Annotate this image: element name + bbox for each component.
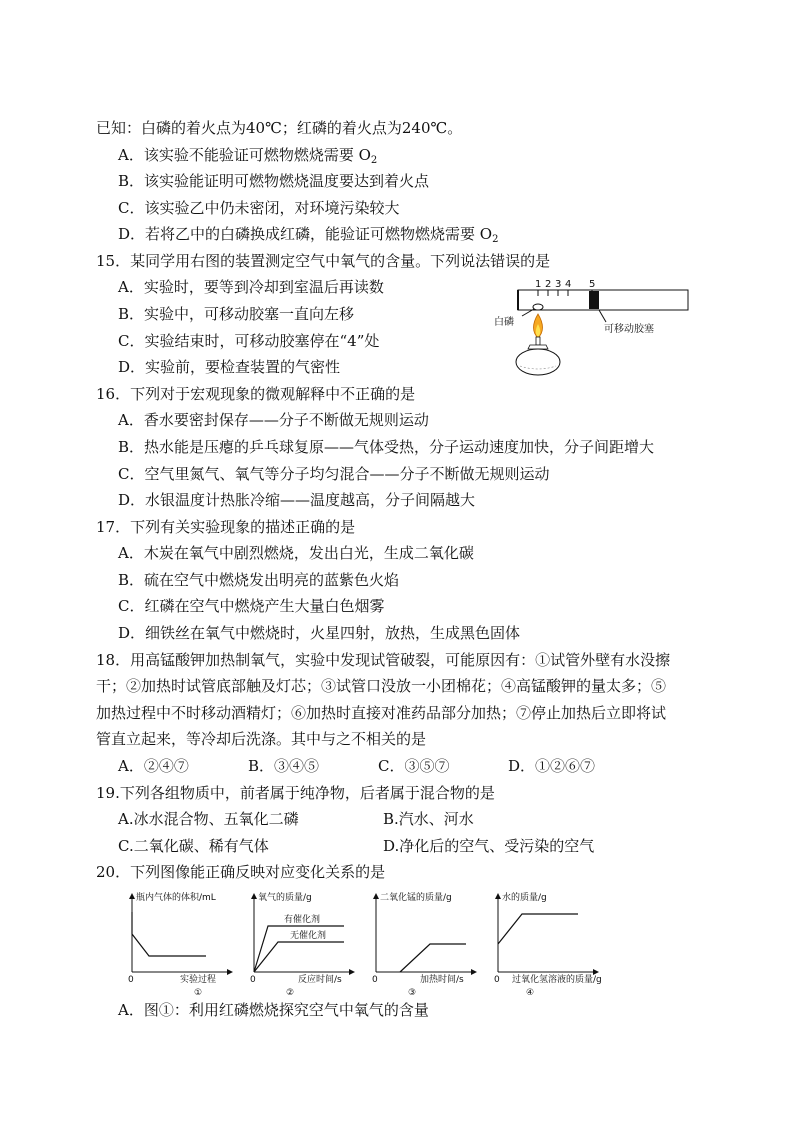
q15-option-d: D．实验前，要检查装置的气密性	[118, 358, 341, 376]
movable-stopper	[589, 291, 599, 309]
q19-option-b: B.汽水、河水	[383, 810, 474, 828]
q18-options-row	[118, 756, 595, 776]
q19-stem: 19.下列各组物质中，前者属于纯净物，后者属于混合物的是	[96, 784, 495, 802]
q19-option-c: C.二氧化碳、稀有气体	[118, 837, 269, 855]
q16-stem: 16．下列对于宏观现象的微观解释中不正确的是	[96, 385, 416, 403]
graph-1	[128, 891, 230, 998]
q17-stem: 17．下列有关实验现象的描述正确的是	[96, 518, 356, 536]
graph-2-xlabel: 反应时间/s	[298, 975, 342, 985]
q16-option-b: B．热水能是压瘪的乒乓球复原——气体受热，分子运动速度加快，分子间距增大	[118, 438, 655, 456]
graph-2-number: ②	[286, 988, 295, 998]
option-d	[118, 224, 498, 250]
q18-stem-line1: 18．用高锰酸钾加热制氧气，实验中发现试管破裂，可能原因有：①试管外壁有水没擦	[96, 651, 671, 669]
q19-option-a: A.冰水混合物、五氧化二磷	[118, 810, 299, 828]
q20-stem: 20．下列图像能正确反映对应变化关系的是	[96, 863, 386, 881]
graph-2-ylabel: 氧气的质量/g	[258, 893, 312, 903]
q15-apparatus-figure	[486, 276, 696, 381]
q15-stem: 15．某同学用右图的装置测定空气中氧气的含量。下列说法错误的是	[96, 252, 551, 270]
white-phosphorus	[533, 304, 543, 310]
q15-option-c: C．实验结束时，可移动胶塞停在“4”处	[118, 332, 380, 350]
q18-stem-line2: 干；②加热时试管底部触及灯芯；③试管口没放一小团棉花；④高锰酸钾的量太多；⑤	[96, 677, 667, 695]
option-text: A．该实验不能验证可燃物燃烧需要 O	[118, 146, 371, 164]
q18-option-d: D．①②⑥⑦	[508, 757, 596, 775]
graph-4-origin: 0	[494, 975, 500, 985]
graph-1-number: ①	[194, 988, 203, 998]
graph-4-ylabel: 水的质量/g	[502, 893, 547, 903]
mark-2: 2	[545, 279, 552, 290]
alcohol-lamp-icon	[516, 349, 560, 375]
phosphorus-label: 白磷	[494, 317, 514, 328]
q17-option-d: D．细铁丝在氧气中燃烧时，火星四射，放热，生成黑色固体	[118, 624, 521, 642]
mark-3: 3	[555, 279, 562, 290]
q19-options-row-2	[118, 836, 594, 856]
subscript: 2	[370, 155, 378, 166]
graph-3-ylabel: 二氧化锰的质量/g	[380, 893, 452, 903]
graph-2	[250, 891, 352, 998]
lamp-wick	[536, 337, 540, 345]
lamp-neck	[528, 345, 548, 349]
graph-2-series-no-catalyst	[254, 942, 344, 972]
graph-1-ylabel: 瓶内气体的体积/mL	[136, 893, 216, 903]
subscript: 2	[492, 234, 499, 245]
q16-option-d: D．水银温度计热胀冷缩——温度越高，分子间隔越大	[118, 491, 476, 509]
graph-4-curve	[498, 914, 578, 944]
graph-1-origin: 0	[128, 975, 134, 985]
known-info: 已知：白磷的着火点为40℃；红磷的着火点为240℃。	[96, 119, 463, 137]
q18-option-c: C．③⑤⑦	[378, 757, 450, 775]
q18-stem-line3: 加热过程中不时移动酒精灯；⑥加热时直接对准药品部分加热；⑦停止加热后立即将试	[96, 704, 667, 722]
graph-3	[372, 891, 474, 998]
graph-4-number: ④	[526, 988, 535, 998]
mark-1: 1	[535, 279, 542, 290]
graph-4-xlabel: 过氧化氢溶液的质量/g	[512, 975, 602, 985]
graph-3-curve	[400, 944, 466, 972]
graph-1-curve	[132, 912, 206, 956]
q15-option-b: B．实验中，可移动胶塞一直向左移	[118, 305, 355, 323]
mark-5: 5	[589, 279, 596, 290]
graph-3-origin: 0	[372, 975, 378, 985]
q20-option-a: A．图①：利用红磷燃烧探究空气中氧气的含量	[118, 1001, 429, 1019]
q17-option-b: B．硫在空气中燃烧发出明亮的蓝紫色火焰	[118, 571, 400, 589]
graph-3-number: ③	[408, 988, 417, 998]
graph-3-xlabel: 加热时间/s	[420, 975, 464, 985]
q17-option-c: C．红磷在空气中燃烧产生大量白色烟雾	[118, 597, 385, 615]
q18-stem-line4: 管直立起来，等冷却后洗涤。其中与之不相关的是	[96, 730, 427, 748]
q20-graphs	[118, 884, 638, 999]
q17-option-a: A．木炭在氧气中剧烈燃烧，发出白光，生成二氧化碳	[118, 544, 474, 562]
graph-2-series-label-1: 有催化剂	[284, 915, 321, 925]
q19-options-row-1	[118, 809, 474, 829]
q16-option-a: A．香水要密封保存——分子不断做无规则运动	[118, 411, 429, 429]
q15-option-a: A．实验时，要等到冷却到室温后再读数	[118, 278, 384, 296]
q19-option-d: D.净化后的空气、受污染的空气	[383, 837, 595, 855]
graph-2-origin: 0	[250, 975, 256, 985]
graph-1-xlabel: 实验过程	[180, 975, 217, 985]
graph-4	[494, 891, 602, 998]
option-b: B．该实验能证明可燃物燃烧温度要达到着火点	[118, 172, 430, 190]
stopper-leader-line	[599, 310, 606, 322]
graph-2-series-label-2: 无催化剂	[290, 931, 327, 941]
mark-4: 4	[565, 279, 572, 290]
q18-option-b: B．③④⑤	[248, 757, 320, 775]
option-c: C．该实验乙中仍未密闭，对环境污染较大	[118, 199, 400, 217]
q16-option-c: C．空气里氮气、氧气等分子均匀混合——分子不断做无规则运动	[118, 465, 550, 483]
option-a	[118, 145, 377, 171]
option-text: D．若将乙中的白磷换成红磷，能验证可燃物燃烧需要 O	[118, 225, 493, 243]
stopper-label: 可移动胶塞	[604, 324, 654, 335]
q18-option-a: A．②④⑦	[118, 757, 189, 775]
